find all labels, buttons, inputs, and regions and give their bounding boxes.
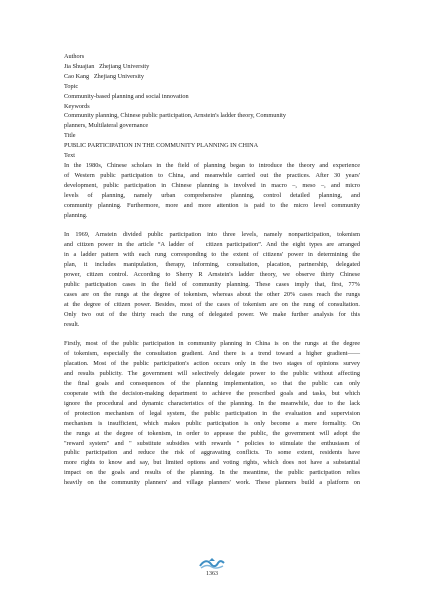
- paragraph-line: "reward system" and " substitute subsidies with rewards " policies to stimulate the enthusiasm of: [64, 439, 360, 447]
- paragraph-line: public participation and reduce the risk of aggravating conflicts. To some extent, residents have: [64, 449, 360, 457]
- title-label: Title: [64, 132, 76, 140]
- paragraph-line: and citizen power in the article “A ladder of citizen participation”. And the eight types are arranged: [64, 241, 360, 249]
- author-2: Cao Kang Zhejiang University: [64, 72, 145, 80]
- paragraph-line: of tokenism, especially the consultation gradient. And there is a trend toward a higher gradient——: [64, 350, 360, 358]
- paragraph-line: levels of planning, namely urban comprehensive planning, control detailed planning, and: [64, 191, 360, 199]
- paragraph-line: In 1969, Arnstein divided public participation into three levels, namely nonparticipation, tokenism: [64, 231, 360, 239]
- paper-title: PUBLIC PARTICIPATION IN THE COMMUNITY PLANNING IN CHINA: [64, 142, 259, 150]
- page-number: 1363: [206, 571, 218, 577]
- page-footer: [0, 558, 424, 577]
- paragraph-line: result.: [64, 320, 80, 328]
- paragraph-line: power, citizen control. According to Sherry R Arnstein's ladder theory, we observe thirty Chinese: [64, 271, 360, 279]
- paragraph-line: placation. Most of the public participation's action occurs only in the two stages of opinions survey: [64, 360, 360, 368]
- document-body: [64, 52, 360, 488]
- paragraph-line: In the 1980s, Chinese scholars in the field of planning began to introduce the theory and experience: [64, 161, 360, 169]
- paragraph-line: and results publicity. The government will selectively delegate power to the public without affecting: [64, 370, 360, 378]
- paragraph-line: impact on the goals and results of the planning. In the meantime, the public participation relies: [64, 469, 360, 477]
- wave-logo-icon: [198, 558, 226, 570]
- paragraph-line: in a ladder pattern with each rung corresponding to the extent of citizens' power in determining the: [64, 251, 360, 259]
- keywords-label: Keywords: [64, 102, 90, 110]
- topic-text: Community-based planning and social innovation: [64, 92, 189, 100]
- paragraph-line: Only two out of the thirty reach the rung of delegated power. We make further analysis for this: [64, 310, 360, 318]
- paragraph-line: Firstly, most of the public participation in community planning in China is on the rungs at the degree: [64, 340, 360, 348]
- paragraph-line: of protection mechanism of legal system, the public participation in the evaluation and supervision: [64, 409, 360, 417]
- paragraph-1: [64, 161, 360, 220]
- paragraph-line: heavily on the community planners' and village planners' work. These planners build a platform on: [64, 479, 360, 487]
- paragraph-line: community planning. Furthermore, more and more attention is paid to the micro level community: [64, 201, 360, 209]
- text-label: Text: [64, 152, 76, 160]
- paragraph-line: ignore the procedural and dynamic characteristics of the planning. In the meanwhile, due to the lack: [64, 399, 360, 407]
- paragraph-line: planning.: [64, 211, 88, 219]
- keywords-line-1: Community planning, Chinese public participation, Arnstein's ladder theory, Community: [64, 112, 287, 120]
- author-1: Jia Shuajian Zhejiang University: [64, 62, 150, 70]
- keywords-line-2: planners, Multilateral governance: [64, 122, 149, 130]
- paragraph-line: development, public participation in Chinese planning is involved in macro –, meso –, and micro: [64, 181, 360, 189]
- paragraph-line: more rights to know and say, but limited options and voting rights, which does not have a substantial: [64, 459, 360, 467]
- paragraph-line: of Western public participation to China, and meanwhile carried out the practices. After 30 years': [64, 171, 360, 179]
- authors-label: Authors: [64, 53, 85, 60]
- topic-label: Topic: [64, 82, 79, 90]
- paragraph-gap: [64, 329, 360, 339]
- paragraph-2: [64, 230, 360, 329]
- paragraph-line: cases are on the rungs at the degree of tokenism, whereas about the other 20% cases reach the rungs: [64, 290, 360, 298]
- paragraph-line: plan, it includes manipulation, therapy, informing, consultation, placation, partnership, delegated: [64, 261, 360, 269]
- paragraph-3: [64, 339, 360, 488]
- paragraph-line: public participation cases in the field of community planning. These cases imply that, first, 77%: [64, 280, 360, 288]
- paragraph-line: the final goals and consequences of the planning implementation, so that the public can only: [64, 380, 360, 388]
- paragraph-line: mechanism is insufficient, which makes public participation is only become a mere formality. On: [64, 419, 360, 427]
- paragraph-line: at the degree of citizen power. Besides, most of the cases of tokenism are on the rung of consultation.: [64, 300, 360, 308]
- paragraph-line: cooperate with the decision-making department to achieve the prescribed goals and tasks, but which: [64, 390, 360, 397]
- paragraph-line: the rungs at the degree of tokenism, in order to appease the public, the government will adopt the: [64, 429, 360, 437]
- paragraph-gap: [64, 220, 360, 230]
